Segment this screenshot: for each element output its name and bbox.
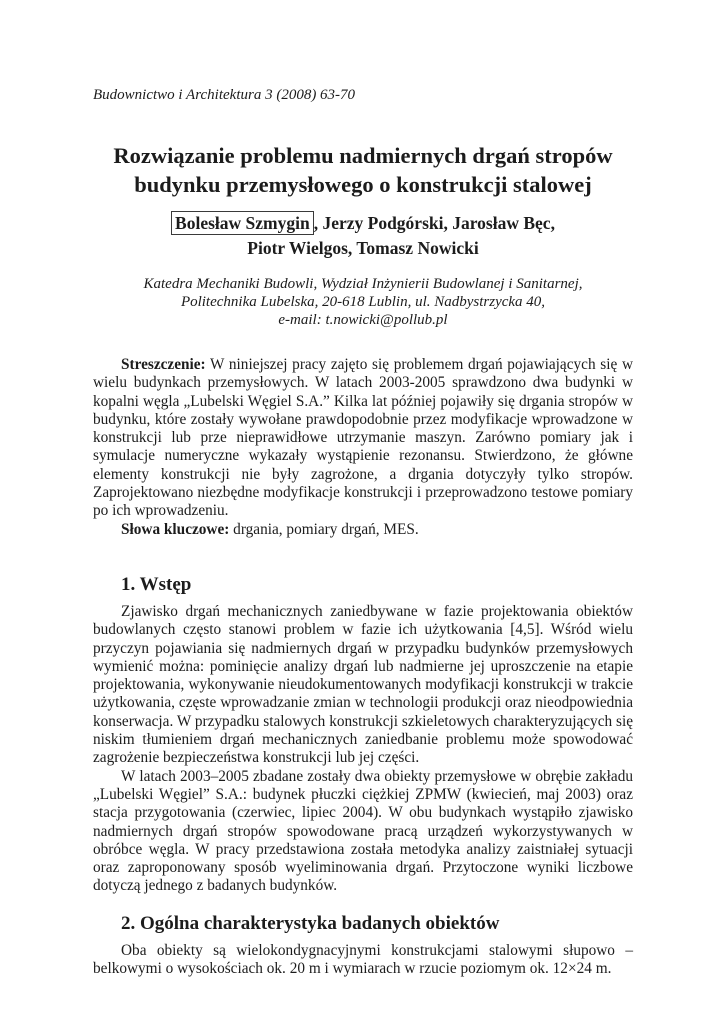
authors-line-1 bbox=[93, 211, 633, 236]
section-1-paragraph-2: W latach 2003–2005 zbadane zostały dwa obiekty przemysłowe w obrębie zakładu „Lubelski Węgiel” S.A.: budynek płuczki ciężkiej ZPMW (kwiecień, maj 2003) oraz stacja przygotowania (czerwiec, lipiec 2004). W obu budynkach wystąpiło zjawisko nadmiernych drgań stropów spowodowane pracą urządzeń wykorzystywanych w obróbce węgla. W pracy przedstawiona została metodyka analizy zaistniałej sytuacji oraz zaproponowany sposób wyeliminowania drgań. Przytoczone wyniki liczbowe dotyczą jednego z badanych budynków. bbox=[93, 767, 633, 895]
authors-line-1-rest: , Jerzy Podgórski, Jarosław Bęc, bbox=[313, 213, 555, 233]
abstract-paragraph bbox=[93, 356, 633, 521]
affiliation-email: e-mail: t.nowicki@pollub.pl bbox=[278, 312, 448, 328]
affiliation-block bbox=[93, 275, 633, 329]
section-2-heading: 2. Ogólna charakterystyka badanych obiektów bbox=[121, 912, 500, 934]
abstract-block bbox=[93, 356, 633, 539]
authors-block bbox=[93, 211, 633, 261]
paper-title: Rozwiązanie problemu nadmiernych drgań stropów budynku przemysłowego o konstrukcji stalowej bbox=[113, 143, 613, 197]
abstract-label: Streszczenie: bbox=[121, 356, 206, 373]
section-1-paragraph-1: Zjawisko drgań mechanicznych zaniedbywane w fazie projektowania obiektów budowlanych często stanowi problem w fazie ich użytkowania [4,5]. Wśród wielu przyczyn pojawiania się nadmiernych drgań w przypadku budynków przemysłowych wymienić można: pominięcie analizy drgań lub nadmierne jej uproszczenie na etapie projektowania, wykonywanie nieudokumentowanych modyfikacji konstrukcji w trakcie użytkowania, częste wprowadzanie zmian w technologii produkcji oraz nieodpowiednia konserwacja. W przypadku stalowych konstrukcji szkieletowych charakteryzujących się niskim tłumieniem drgań mechanicznych zaniedbanie problemu może spowodować zagrożenie bezpieczeństwa konstrukcji lub jej części. bbox=[93, 602, 633, 767]
journal-header: Budownictwo i Architektura 3 (2008) 63-70 bbox=[93, 87, 356, 103]
abstract-text: W niniejszej pracy zajęto się problemem drgań pojawiających się w wielu budynkach przemysłowych. W latach 2003-2005 sprawdzono dwa budynki w kopalni węgla „Lubelski Węgiel S.A.” Kilka lat później pojawiły się drgania stropów w budynku, które zostały wywołane prawdopodobnie przez modyfikacje wprowadzone w konstrukcji lub prze nieprawidłowe utrzymanie maszyn. Zarówno pomiary jak i symulacje numeryczne wykazały wystąpienie rezonansu. Stwierdzono, że główne elementy konstrukcji nie były zagrożone, a drgania dotyczyły tylko stropów. Zaprojektowano niezbędne modyfikacje konstrukcji i przeprowadzono testowe pomiary po ich wprowadzeniu. bbox=[93, 356, 633, 520]
affiliation-line-2: Politechnika Lubelska, 20-618 Lublin, ul. Nadbystrzycka 40, bbox=[180, 294, 546, 310]
section-1-heading: 1. Wstęp bbox=[121, 573, 192, 595]
keywords-paragraph bbox=[93, 521, 633, 539]
section-2-paragraph-1: Oba obiekty są wielokondygnacyjnymi konstrukcjami stalowymi słupowo – belkowymi o wysokościach ok. 20 m i wymiarach w rzucie poziomym ok. 12×24 m. bbox=[93, 941, 633, 978]
keywords-label: Słowa kluczowe: bbox=[121, 520, 230, 538]
boxed-author-name: Bolesław Szmygin bbox=[171, 211, 314, 235]
affiliation-line-1: Katedra Mechaniki Budowli, Wydział Inżynierii Budowlanej i Sanitarnej, bbox=[143, 276, 583, 292]
authors-line-2: Piotr Wielgos, Tomasz Nowicki bbox=[247, 238, 479, 258]
keywords-text: drgania, pomiary drgań, MES. bbox=[229, 520, 419, 538]
